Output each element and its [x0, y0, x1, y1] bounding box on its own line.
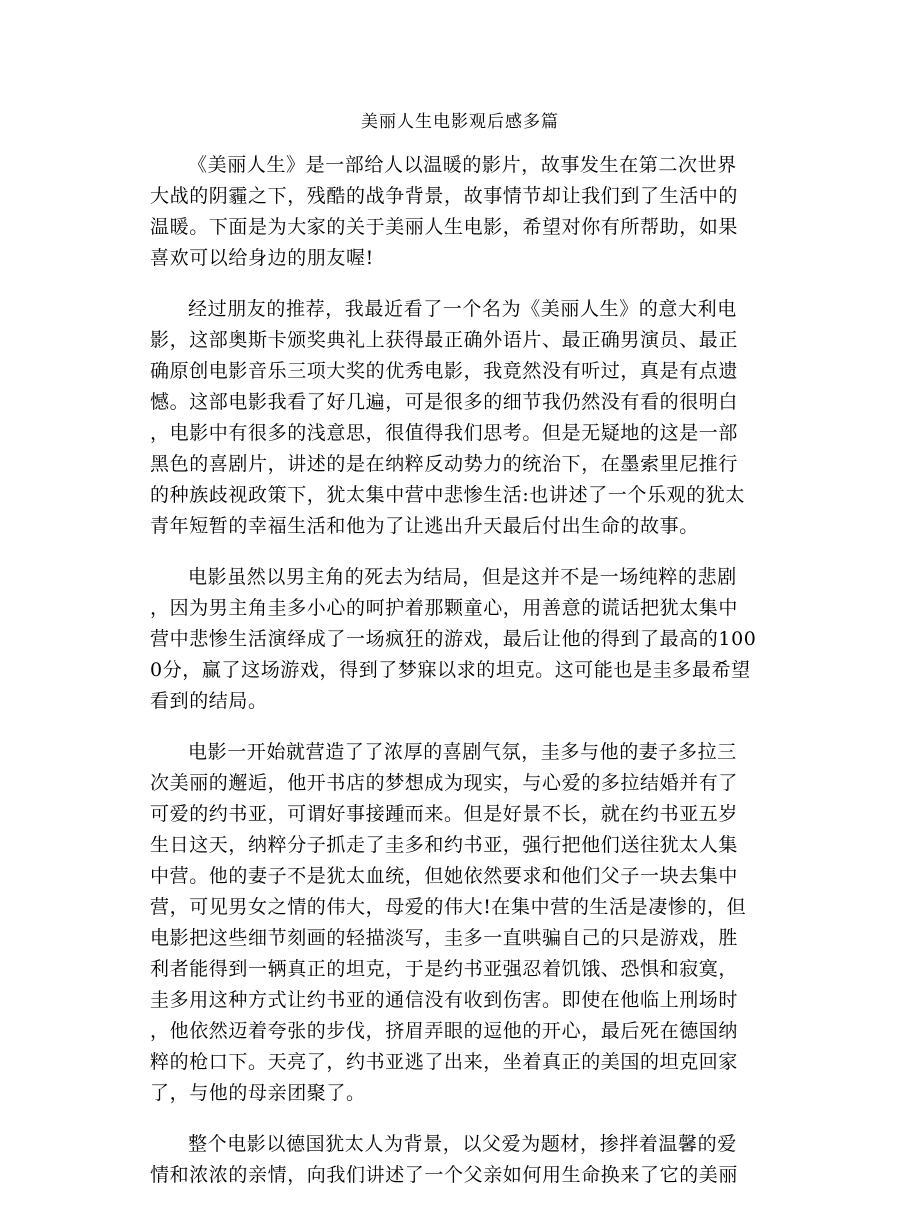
text-line: 青年短暂的幸福生活和他为了让逃出升天最后付出生命的故事。 — [150, 515, 699, 537]
paragraph-plot — [150, 737, 780, 1109]
text-line: 电影把这些细节刻画的轻描淡写，圭多一直哄骗自己的只是游戏，胜 — [150, 927, 739, 949]
paragraph-summary — [150, 1129, 780, 1191]
text-line: 经过朋友的推荐，我最近看了一个名为《美丽人生》的意大利电 — [188, 298, 737, 320]
text-line: 利者能得到一辆真正的坦克，于是约书亚强忍着饥饿、恐惧和寂寞， — [150, 958, 739, 980]
text-line: ，电影中有很多的浅意思，很值得我们思考。但是无疑地的这是一部 — [150, 422, 739, 444]
text-line: 喜欢可以给身边的朋友喔! — [150, 247, 374, 269]
text-line: 圭多用这种方式让约书亚的通信没有收到伤害。即使在他临上刑场时 — [150, 989, 739, 1011]
document-body — [150, 150, 780, 1211]
text-line: 憾。这部电影我看了好几遍，可是很多的细节我仍然没有看的很明白 — [150, 391, 739, 413]
text-line: 温暖。下面是为大家的关于美丽人生电影，希望对你有所帮助，如果 — [150, 216, 739, 238]
text-line: 生日这天，纳粹分子抓走了圭多和约书亚，强行把他们送往犹太人集 — [150, 834, 739, 856]
text-line: 营中悲惨生活演绎成了一场疯狂的游戏，最后让他的得到了最高的100 — [150, 628, 757, 650]
text-line: 次美丽的邂逅，他开书店的梦想成为现实，与心爱的多拉结婚并有了 — [150, 772, 739, 794]
text-line: 的种族歧视政策下，犹太集中营中悲惨生活:也讲述了一个乐观的犹太 — [150, 484, 746, 506]
text-line: 了，与他的母亲团聚了。 — [150, 1082, 366, 1104]
text-line: 确原创电影音乐三项大奖的优秀电影，我竟然没有听过，真是有点遗 — [150, 360, 739, 382]
paragraph-ending — [150, 562, 780, 717]
document-title: 美丽人生电影观后感多篇 — [361, 112, 559, 132]
text-line: 0分，赢了这场游戏，得到了梦寐以求的坦克。这可能也是圭多最希望 — [150, 659, 751, 681]
text-line: ，他依然迈着夸张的步伐，挤眉弄眼的逗他的开心，最后死在德国纳 — [150, 1020, 739, 1042]
text-line: 可爱的约书亚，可谓好事接踵而来。但是好景不长，就在约书亚五岁 — [150, 803, 739, 825]
text-line: 电影一开始就营造了了浓厚的喜剧气氛，圭多与他的妻子多拉三 — [188, 741, 737, 763]
text-line: 《美丽人生》是一部给人以温暖的影片，故事发生在第二次世界 — [188, 154, 737, 176]
text-line: 营，可见男女之情的伟大，母爱的伟大!在集中营的生活是凄惨的，但 — [150, 896, 747, 918]
text-line: 影，这部奥斯卡颁奖典礼上获得最正确外语片、最正确男演员、最正 — [150, 329, 739, 351]
text-line: 中营。他的妻子不是犹太血统，但她依然要求和他们父子一块去集中 — [150, 865, 739, 887]
paragraph-recommendation — [150, 294, 780, 542]
text-line: 情和浓浓的亲情，向我们讲述了一个父亲如何用生命换来了它的美丽 — [150, 1164, 739, 1186]
text-line: ，因为男主角圭多小心的呵护着那颗童心，用善意的谎话把犹太集中 — [150, 597, 739, 619]
text-line: 电影虽然以男主角的死去为结局，但是这并不是一场纯粹的悲剧 — [188, 566, 737, 588]
text-line: 看到的结局。 — [150, 690, 268, 712]
text-line: 黑色的喜剧片，讲述的是在纳粹反动势力的统治下，在墨索里尼推行 — [150, 453, 739, 475]
text-line: 大战的阴霾之下，残酷的战争背景，故事情节却让我们到了生活中的 — [150, 185, 739, 207]
text-line: 粹的枪口下。天亮了，约书亚逃了出来，坐着真正的美国的坦克回家 — [150, 1051, 739, 1073]
text-line: 整个电影以德国犹太人为背景，以父爱为题材，掺拌着温馨的爱 — [188, 1133, 737, 1155]
paragraph-intro — [150, 150, 780, 274]
